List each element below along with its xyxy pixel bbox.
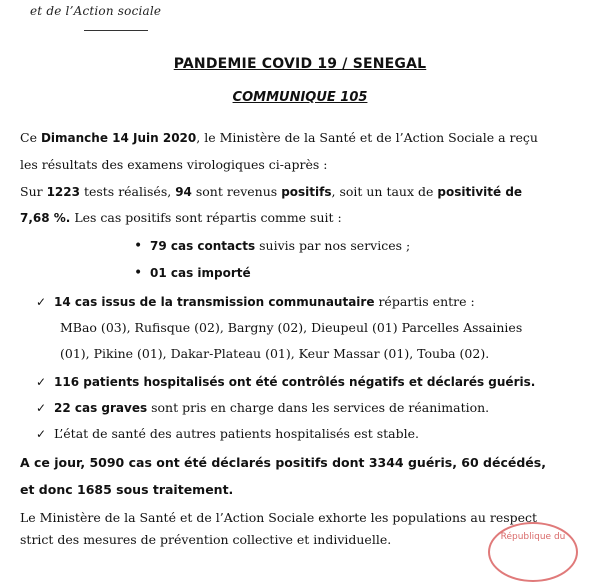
report-date: Dimanche 14 Juin 2020 bbox=[40, 131, 197, 145]
check-recovered bbox=[36, 374, 535, 389]
closing-line-2: strict des mesures de prévention collective et individuelle. bbox=[20, 532, 392, 547]
intro-line-1 bbox=[20, 130, 538, 145]
severe-cases: 22 cas graves bbox=[54, 401, 148, 415]
checkmark-icon: ✓ bbox=[36, 375, 47, 389]
text: L’état de santé des autres patients hospitalisés est stable. bbox=[54, 426, 419, 441]
text: Sur bbox=[20, 184, 47, 199]
bullet-icon: • bbox=[134, 265, 143, 281]
text: répartis entre : bbox=[374, 294, 475, 309]
communique-number: COMMUNIQUE 105 bbox=[232, 90, 368, 105]
positivity-rate: 7,68 %. bbox=[20, 211, 71, 225]
recovered-patients: 116 patients hospitalisés ont été contrôlés négatifs et déclarés guéris. bbox=[54, 375, 536, 389]
official-stamp bbox=[488, 522, 578, 582]
bullet-imported bbox=[134, 265, 251, 281]
positive-word: positifs bbox=[281, 185, 332, 199]
header-divider bbox=[84, 30, 148, 31]
text: tests réalisés, bbox=[79, 184, 176, 199]
community-locations-1: MBao (03), Rufisque (02), Bargny (02), Dieupeul (01) Parcelles Assainies bbox=[60, 320, 523, 335]
checkmark-icon: ✓ bbox=[36, 295, 47, 309]
stamp-text: République du bbox=[500, 532, 566, 542]
imported-count: 01 cas importé bbox=[150, 266, 251, 280]
summary-line-2: et donc 1685 sous traitement. bbox=[20, 482, 234, 497]
ministry-header: et de l’Action sociale bbox=[30, 4, 162, 18]
text: , le Ministère de la Santé et de l’Action Sociale a reçu bbox=[196, 130, 538, 145]
closing-line-1: Le Ministère de la Santé et de l’Action Sociale exhorte les populations au respect bbox=[20, 510, 538, 525]
text: , soit un taux de bbox=[331, 184, 438, 199]
summary-line-1: A ce jour, 5090 cas ont été déclarés positifs dont 3344 guéris, 60 décédés, bbox=[20, 455, 546, 470]
intro-line-2: les résultats des examens virologiques ci-après : bbox=[20, 157, 328, 172]
positivity-label: positivité de bbox=[437, 185, 523, 199]
check-severe bbox=[36, 400, 489, 415]
bullet-icon: • bbox=[134, 238, 143, 254]
bullet-contacts bbox=[134, 238, 410, 254]
intro-line-4 bbox=[20, 210, 342, 225]
text: Ce bbox=[20, 130, 41, 145]
text: sont revenus bbox=[191, 184, 282, 199]
text: sont pris en charge dans les services de réanimation. bbox=[147, 400, 490, 415]
intro-line-3 bbox=[20, 184, 522, 199]
document-title: PANDEMIE COVID 19 / SENEGAL bbox=[173, 56, 427, 72]
check-community bbox=[36, 294, 475, 309]
checkmark-icon: ✓ bbox=[36, 401, 47, 415]
text: suivis par nos services ; bbox=[255, 238, 411, 253]
check-stable bbox=[36, 426, 419, 441]
positive-count: 94 bbox=[175, 185, 192, 199]
text: Les cas positifs sont répartis comme suit : bbox=[70, 210, 342, 225]
community-cases: 14 cas issus de la transmission communautaire bbox=[54, 295, 375, 309]
contacts-count: 79 cas contacts bbox=[150, 239, 256, 253]
community-locations-2: (01), Pikine (01), Dakar-Plateau (01), Keur Massar (01), Touba (02). bbox=[60, 346, 490, 361]
tests-count: 1223 bbox=[46, 185, 80, 199]
checkmark-icon: ✓ bbox=[36, 427, 47, 441]
